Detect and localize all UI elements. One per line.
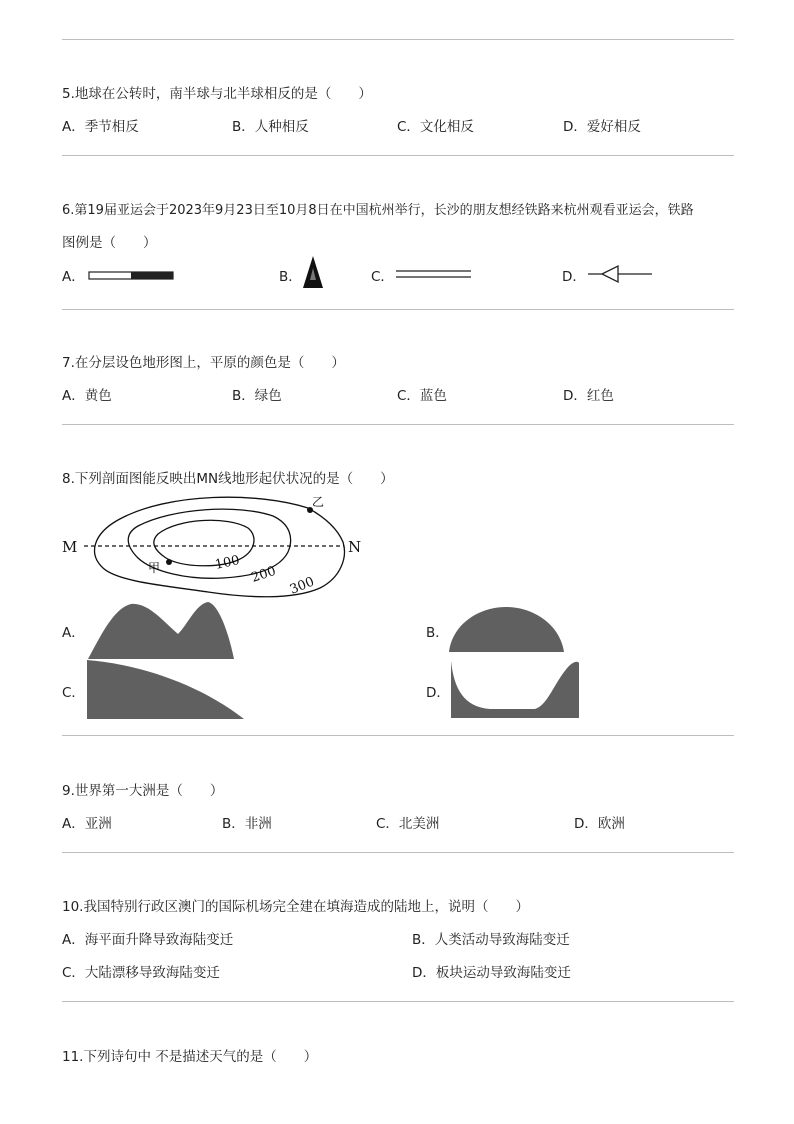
question-8-option-c-label[interactable]: C． [62,685,85,701]
question-11-stem: 11.下列诗句中 不是描述天气的是（ ） [62,1049,318,1065]
question-9-stem: 9.世界第一大洲是（ ） [62,783,224,799]
map-label-jia: 甲 [148,561,161,575]
question-6-option-a-label[interactable]: A． [62,269,85,285]
question-5-option-d[interactable]: D．爱好相反 [563,119,641,135]
question-9-option-c[interactable]: C．北美洲 [376,816,440,832]
contour-map [58,490,368,605]
divider [62,1001,734,1002]
question-6-stem-line-1: 6.第19届亚运会于2023年9月23日至10月8日在中国杭州举行，长沙的朋友想经铁路来杭州观看亚运会，铁路 [62,203,694,218]
question-6-option-c-label[interactable]: C． [371,269,394,285]
question-7-option-d[interactable]: D．红色 [563,388,614,404]
point-jia-marker [166,559,172,565]
contour-label-300: 300 [287,574,317,598]
mountain-peak-symbol-icon [301,254,325,290]
contour-label-200: 200 [249,563,278,586]
arrow-symbol-icon [586,264,656,284]
divider [62,852,734,853]
question-8-option-a-label[interactable]: A． [62,625,85,641]
twin-peak-profile [86,600,236,660]
question-6-option-d-label[interactable]: D． [562,269,586,285]
question-5-stem: 5.地球在公转时，南半球与北半球相反的是（ ） [62,86,372,102]
question-7-option-c[interactable]: C．蓝色 [397,388,447,404]
valley-basin-profile [450,659,582,719]
question-8-option-b-label[interactable]: B． [426,625,449,641]
question-6-option-b-label[interactable]: B． [279,269,302,285]
question-5-option-b[interactable]: B．人种相反 [232,119,309,135]
map-label-m: M [62,538,78,556]
question-7-option-b[interactable]: B．绿色 [232,388,282,404]
railway-symbol-icon [88,270,176,282]
question-9-option-a[interactable]: A．亚洲 [62,816,112,832]
divider [62,735,734,736]
question-10-option-d[interactable]: D．板块运动导致海陆变迁 [412,965,571,981]
question-5-option-c[interactable]: C．文化相反 [397,119,474,135]
divider [62,309,734,310]
divider [62,424,734,425]
question-8-option-d-label[interactable]: D． [426,685,450,701]
question-10-option-a[interactable]: A．海平面升降导致海陆变迁 [62,932,234,948]
contour-label-100: 100 [213,553,242,573]
dome-profile [448,605,566,653]
question-7-stem: 7.在分层设色地形图上，平原的颜色是（ ） [62,355,345,371]
question-7-option-a[interactable]: A．黄色 [62,388,112,404]
question-8-stem: 8.下列剖面图能反映出MN线地形起伏状况的是（ ） [62,471,394,487]
question-9-option-b[interactable]: B．非洲 [222,816,272,832]
question-5-option-a[interactable]: A．季节相反 [62,119,139,135]
question-10-option-c[interactable]: C．大陆漂移导致海陆变迁 [62,965,220,981]
question-6-stem-line-2: 图例是（ ） [62,235,157,251]
question-10-stem: 10.我国特别行政区澳门的国际机场完全建在填海造成的陆地上，说明（ ） [62,899,529,915]
double-line-road-icon [394,267,474,281]
divider [62,39,734,40]
divider [62,155,734,156]
question-9-option-d[interactable]: D．欧洲 [574,816,625,832]
descending-slope-profile [86,658,246,720]
question-10-option-b[interactable]: B．人类活动导致海陆变迁 [412,932,570,948]
map-label-n: N [348,538,362,556]
map-label-yi: 乙 [312,495,325,509]
